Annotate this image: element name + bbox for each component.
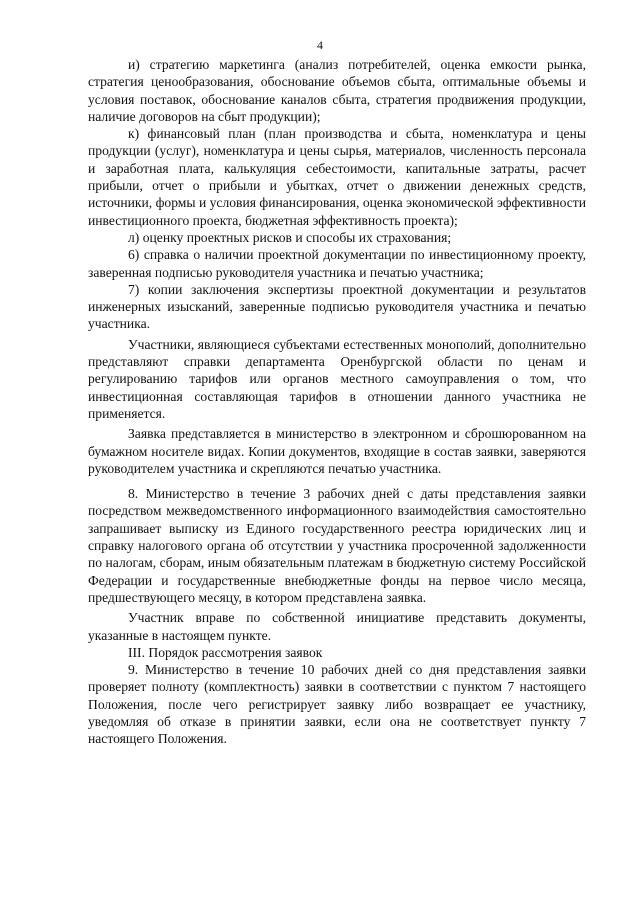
paragraph-monopolies: Участники, являющиеся субъектами естественных монополий, дополнительно представляют справки департамента Оренбургской области по ценам и регулированию тарифов или органов местного самоуправления о том, что инвестиционная составляющая тарифов в отношении данного участника не применяется.: [88, 336, 586, 421]
paragraph-item-l: л) оценку проектных рисков и способы их страхования;: [128, 229, 452, 245]
paragraph-item-i: и) стратегию маркетинга (анализ потребителей, оценка емкости рынка, стратегия ценообразования, обоснование объемов сбыта, оптимальные объемы и условия поставок, обоснование каналов сбыта, стратегия продвижения продукции, наличие договоров на сбыт продукции);: [88, 57, 586, 124]
paragraph-point-9: 9. Министерство в течение 10 рабочих дней со дня представления заявки проверяет полноту (комплектность) заявки в соответствии с пунктом 7 настоящего Положения, после чего регистрирует заявку либо возвращает ее участнику, уведомляя об отказе в принятии заявки, если она не соответствует пункту 7 настоящего Положения.: [88, 662, 586, 747]
paragraph-item-6: 6) справка о наличии проектной документации по инвестиционному проекту, заверенная подписью руководителя участника и печатью участника;: [88, 247, 586, 280]
paragraph-point-8: 8. Министерство в течение 3 рабочих дней с даты представления заявки посредством межведомственного информационного взаимодействия самостоятельно запрашивает выписку из Единого государственного реестра юридических лиц и справку налогового органа об отсутствии у участника просроченной задолженности по налогам, сборам, иным обязательным платежам в бюджетную систему Российской Федерации и государственные внебюджетные фонды на первое число месяца, предшествующего месяцу, в котором представлена заявка.: [88, 486, 586, 605]
section-heading: III. Порядок рассмотрения заявок: [128, 644, 323, 660]
paragraph-item-7: 7) копии заключения экспертизы проектной документации и результатов инженерных изысканий, заверенные подписью руководителя участника и печатью участника.: [88, 281, 586, 332]
document-body: [88, 56, 586, 748]
paragraph-own-initiative: Участник вправе по собственной инициативе представить документы, указанные в настоящем пункте.: [88, 610, 586, 643]
page-number: 4: [317, 38, 323, 52]
paragraph-application-submission: Заявка представляется в министерство в электронном и сброшюрованном на бумажном носителе видах. Копии документов, входящие в состав заявки, заверяются руководителем участника и скрепляются печатью участника.: [88, 426, 586, 476]
paragraph-item-k: к) финансовый план (план производства и сбыта, номенклатура и цены продукции (услуг), номенклатура и цены сырья, материалов, численность персонала и заработная плата, калькуляция себестоимости, капитальные затраты, расчет прибыли, отчет о прибыли и убытках, отчет о движении денежных средств, источники, формы и условия финансирования, оценка экономической эффективности инвестиционного проекта, бюджетная эффективность проекта);: [88, 126, 586, 228]
